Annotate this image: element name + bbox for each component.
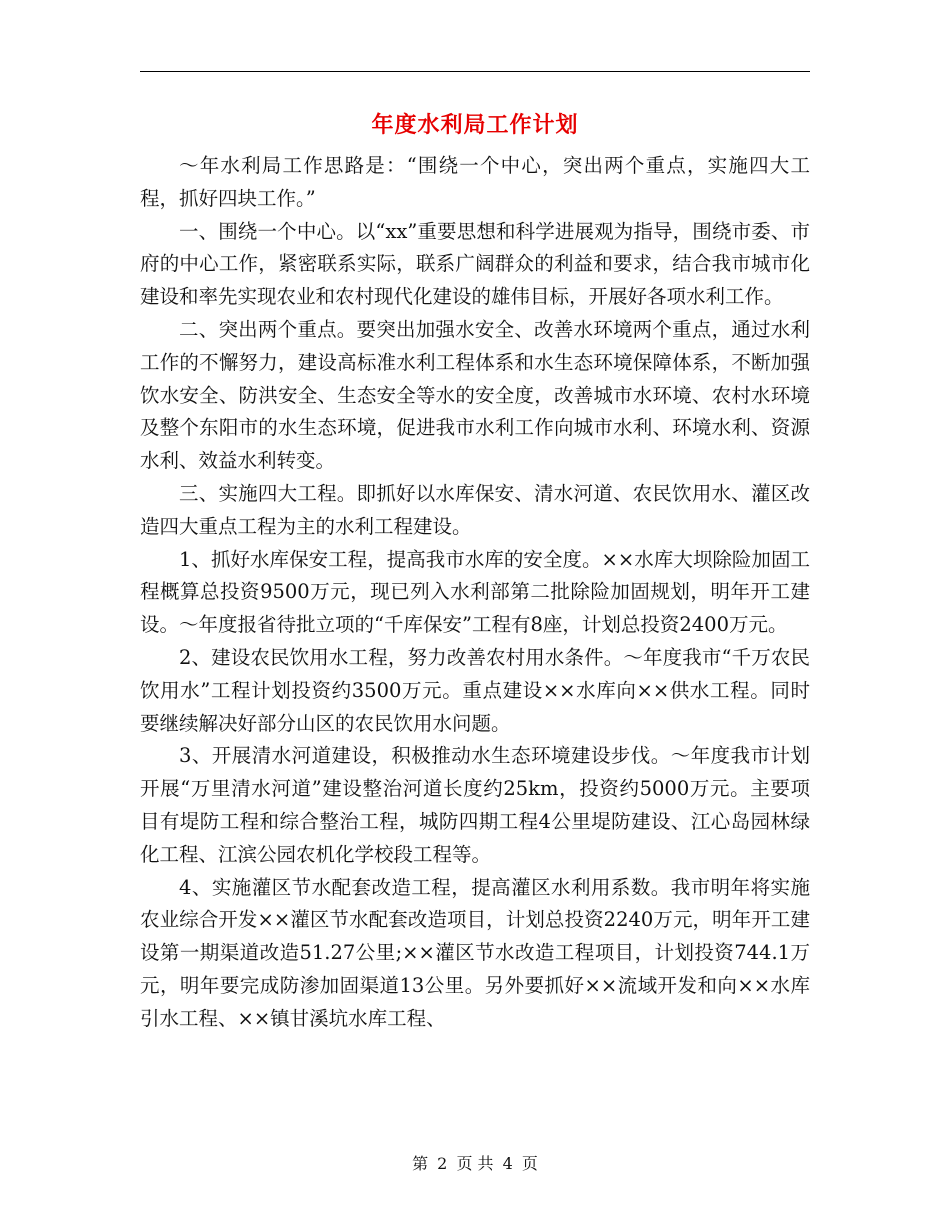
paragraph-clean-river: 3、开展清水河道建设，积极推动水生态环境建设步伐。～年度我市计划开展“万里清水河道”建设整治河道长度约25km，投资约5000万元。主要项目有堤防工程和综合整治工程，城防四期工程4公里堤防建设、江心岛园林绿化工程、江滨公园农机化学校段工程等。: [140, 744, 810, 866]
document-body: [140, 150, 810, 1036]
paragraph-key-points: 二、突出两个重点。要突出加强水安全、改善水环境两个重点，通过水利工作的不懈努力，建设高标准水利工程体系和水生态环境保障体系，不断加强饮水安全、防洪安全、生态安全等水的安全度，改善城市水环境、农村水环境及整个东阳市的水生态环境，促进我市水利工作向城市水利、环境水利、资源水利、效益水利转变。: [140, 317, 810, 473]
footer-prefix: 第: [412, 1154, 429, 1173]
document-title: 年度水利局工作计划: [371, 112, 579, 138]
footer-total-pages: 4: [502, 1154, 513, 1173]
page-footer: [0, 1152, 950, 1176]
paragraph-irrigation: 4、实施灌区节水配套改造工程，提高灌区水利用系数。我市明年将实施农业综合开发××灌区节水配套改造项目，计划总投资2240万元，明年开工建设第一期渠道改造51.27公里;××灌区节水改造工程项目，计划投资744.1万元，明年要完成防渗加固渠道13公里。另外要抓好××流域开发和向××水库引水工程、××镇甘溪坑水库工程、: [140, 875, 810, 1030]
header-rule: [140, 71, 810, 72]
footer-suffix: 页: [521, 1154, 538, 1173]
footer-page-number: 2: [437, 1154, 448, 1173]
paragraph-center: 一、围绕一个中心。以“xx”重要思想和科学进展观为指导，围绕市委、市府的中心工作，紧密联系实际，联系广阔群众的利益和要求，结合我市城市化建设和率先实现农业和农村现代化建设的雄伟目标，开展好各项水利工作。: [140, 219, 810, 309]
paragraph-intro: ～年水利局工作思路是：“围绕一个中心，突出两个重点，实施四大工程，抓好四块工作。”: [140, 154, 810, 210]
paragraph-drinking-water: 2、建设农民饮用水工程，努力改善农村用水条件。～年度我市“千万农民饮用水”工程计划投资约3500万元。重点建设××水库向××供水工程。同时要继续解决好部分山区的农民饮用水问题。: [140, 645, 810, 735]
paragraph-four-projects: 三、实施四大工程。即抓好以水库保安、清水河道、农民饮用水、灌区改造四大重点工程为主的水利工程建设。: [140, 481, 810, 538]
paragraph-reservoir: 1、抓好水库保安工程，提高我市水库的安全度。××水库大坝除险加固工程概算总投资9500万元，现已列入水利部第二批除险加固规划，明年开工建设。～年度报省待批立项的“千库保安”工程有8座，计划总投资2400万元。: [140, 547, 810, 637]
footer-middle: 页 共: [456, 1154, 494, 1173]
